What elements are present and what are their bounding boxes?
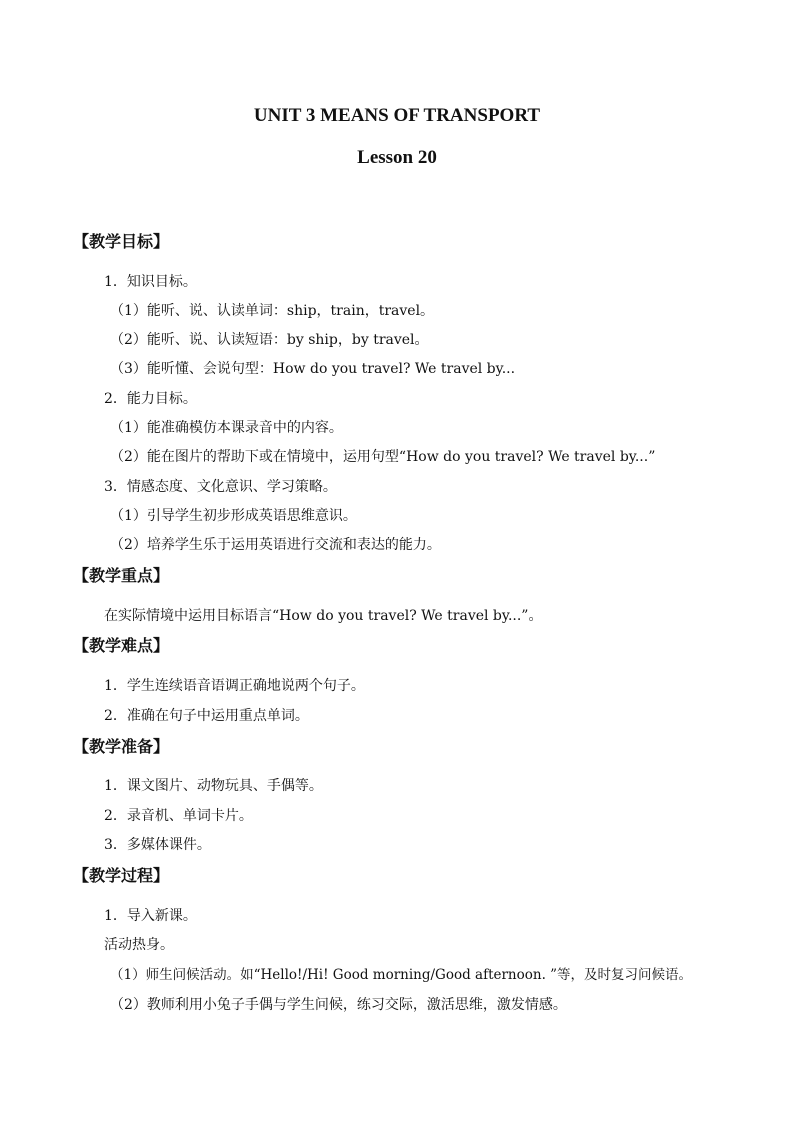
objective-line: 3．情感态度、文化意识、学习策略。 xyxy=(104,479,337,495)
objective-line: （1）引导学生初步形成英语思维意识。 xyxy=(110,508,357,524)
process-line: 活动热身。 xyxy=(104,937,174,953)
objective-line: （2）培养学生乐于运用英语进行交流和表达的能力。 xyxy=(110,537,441,553)
process-line: （2）教师利用小兔子手偶与学生问候，练习交际，激活思维，激发情感。 xyxy=(110,997,567,1013)
preparation-line: 2．录音机、单词卡片。 xyxy=(104,808,253,824)
section-heading-preparation: 【教学准备】 xyxy=(73,737,170,756)
section-heading-objectives: 【教学目标】 xyxy=(73,232,170,251)
lesson-title: Lesson 20 xyxy=(357,147,437,168)
objective-line: （3）能听懂、会说句型：How do you travel? We travel by... xyxy=(110,361,516,377)
section-heading-process: 【教学过程】 xyxy=(73,866,170,885)
section-heading-difficulties: 【教学难点】 xyxy=(73,636,170,655)
objective-line: 2．能力目标。 xyxy=(104,391,197,407)
preparation-line: 1．课文图片、动物玩具、手偶等。 xyxy=(104,778,323,794)
difficulty-line: 2．准确在句子中运用重点单词。 xyxy=(104,708,309,724)
difficulty-line: 1．学生连续语音语调正确地说两个句子。 xyxy=(104,678,365,694)
section-heading-key-points: 【教学重点】 xyxy=(73,566,170,585)
process-line: 1．导入新课。 xyxy=(104,908,197,924)
process-line: （1）师生问候活动。如“Hello!/Hi! Good morning/Good afternoon. ”等，及时复习问候语。 xyxy=(110,967,693,983)
objective-line: 1．知识目标。 xyxy=(104,274,197,290)
preparation-line: 3．多媒体课件。 xyxy=(104,837,211,853)
objective-line: （2）能在图片的帮助下或在情境中，运用句型“How do you travel? We travel by...” xyxy=(110,449,656,465)
objective-line: （1）能准确模仿本课录音中的内容。 xyxy=(110,420,343,436)
unit-title: UNIT 3 MEANS OF TRANSPORT xyxy=(253,105,541,126)
key-points-text: 在实际情境中运用目标语言“How do you travel? We travel by...”。 xyxy=(104,608,543,624)
objective-line: （2）能听、说、认读短语：by ship，by travel。 xyxy=(110,332,429,348)
objective-line: （1）能听、说、认读单词：ship，train，travel。 xyxy=(110,303,435,319)
